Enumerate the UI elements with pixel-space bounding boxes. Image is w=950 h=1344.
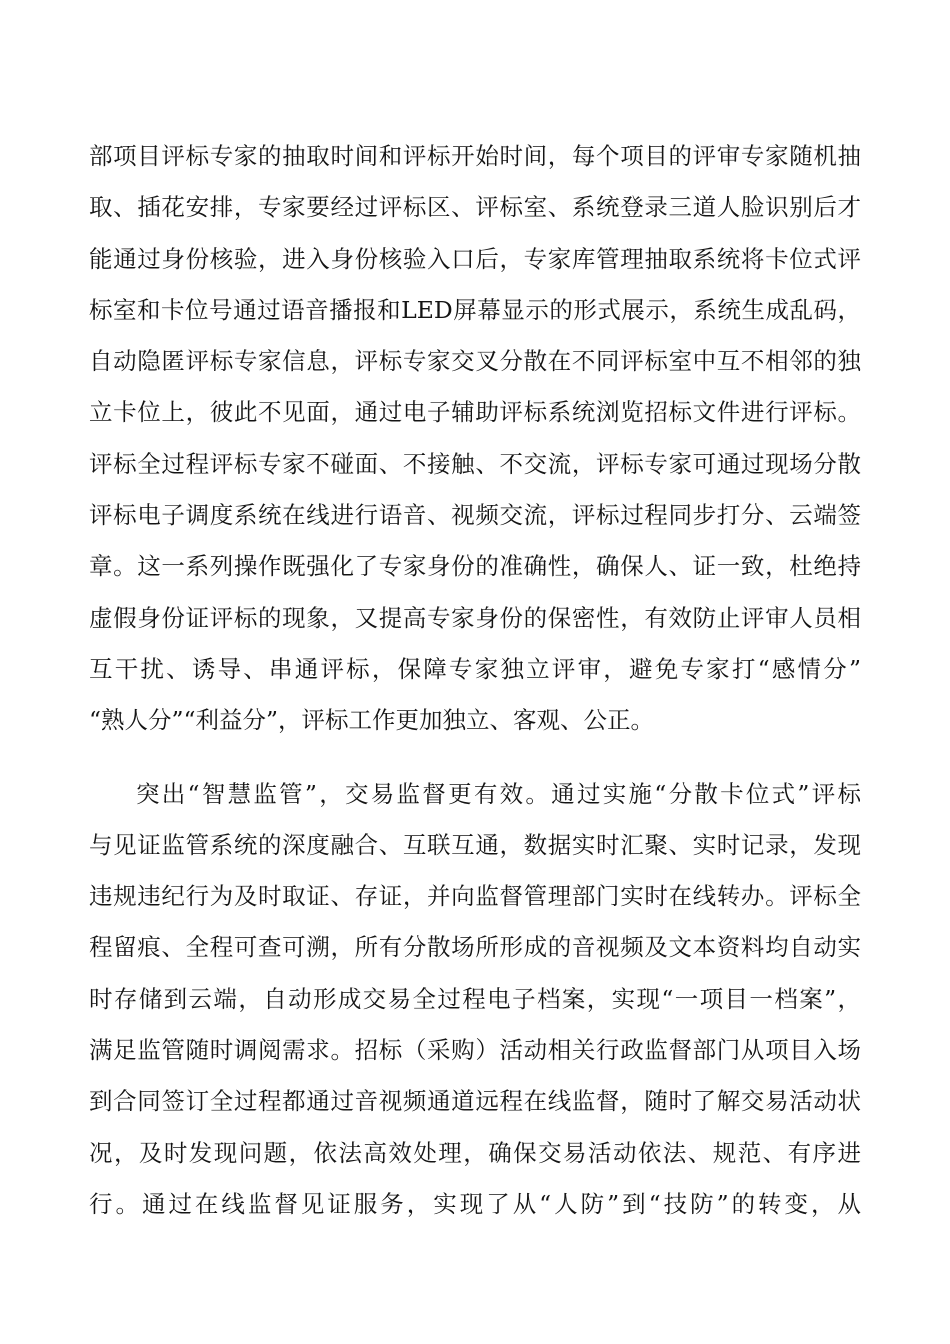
paragraph-line: “熟人分”“利益分”，评标工作更加独立、客观、公正。: [89, 706, 655, 735]
paragraph-line: 自动隐匿评标专家信息，评标专家交叉分散在不同评标室中互不相邻的独: [89, 347, 861, 376]
paragraph-line: 部项目评标专家的抽取时间和评标开始时间，每个项目的评审专家随机抽: [89, 142, 861, 170]
document-body: [89, 131, 861, 1230]
paragraph-line: 突出“智慧监管”，交易监督更有效。通过实施“分散卡位式”评标: [136, 779, 861, 808]
paragraph-gap: [89, 747, 861, 769]
paragraph-line: 满足监管随时调阅需求。招标（采购）活动相关行政监督部门从项目入场: [89, 1036, 861, 1065]
paragraph-line: 行。通过在线监督见证服务，实现了从“人防”到“技防”的转变，从: [89, 1189, 861, 1218]
paragraph-line: 况，及时发现问题，依法高效处理，确保交易活动依法、规范、有序进: [89, 1138, 861, 1167]
paragraph-line: 违规违纪行为及时取证、存证，并向监督管理部门实时在线转办。评标全: [89, 882, 861, 911]
paragraph-line: 评标电子调度系统在线进行语音、视频交流，评标过程同步打分、云端签: [89, 501, 861, 530]
paragraph-line: 时存储到云端，自动形成交易全过程电子档案，实现“一项目一档案”，: [89, 984, 861, 1013]
paragraph-line: 虚假身份证评标的现象，又提高专家身份的保密性，有效防止评审人员相: [89, 603, 861, 632]
paragraph-line: 标室和卡位号通过语音播报和LED屏幕显示的形式展示，系统生成乱码，: [89, 295, 861, 324]
paragraph-line: 程留痕、全程可查可溯，所有分散场所形成的音视频及文本资料均自动实: [89, 933, 861, 962]
paragraph-2: [89, 769, 861, 1231]
paragraph-line: 取、插花安排，专家要经过评标区、评标室、系统登录三道人脸识别后才: [89, 193, 861, 222]
paragraph-line: 到合同签订全过程都通过音视频通道远程在线监督，随时了解交易活动状: [89, 1087, 861, 1116]
paragraph-line: 评标全过程评标专家不碰面、不接触、不交流，评标专家可通过现场分散: [89, 449, 861, 478]
paragraph-line: 与见证监管系统的深度融合、互联互通，数据实时汇聚、实时记录，发现: [89, 830, 861, 859]
paragraph-line: 立卡位上，彼此不见面，通过电子辅助评标系统浏览招标文件进行评标。: [89, 398, 861, 427]
paragraph-line: 互干扰、诱导、串通评标，保障专家独立评审，避免专家打“感情分”: [89, 654, 861, 683]
paragraph-line: 能通过身份核验，进入身份核验入口后，专家库管理抽取系统将卡位式评: [89, 244, 861, 273]
paragraph-line: 章。这一系列操作既强化了专家身份的准确性，确保人、证一致，杜绝持: [89, 552, 861, 581]
paragraph-1: [89, 131, 861, 747]
